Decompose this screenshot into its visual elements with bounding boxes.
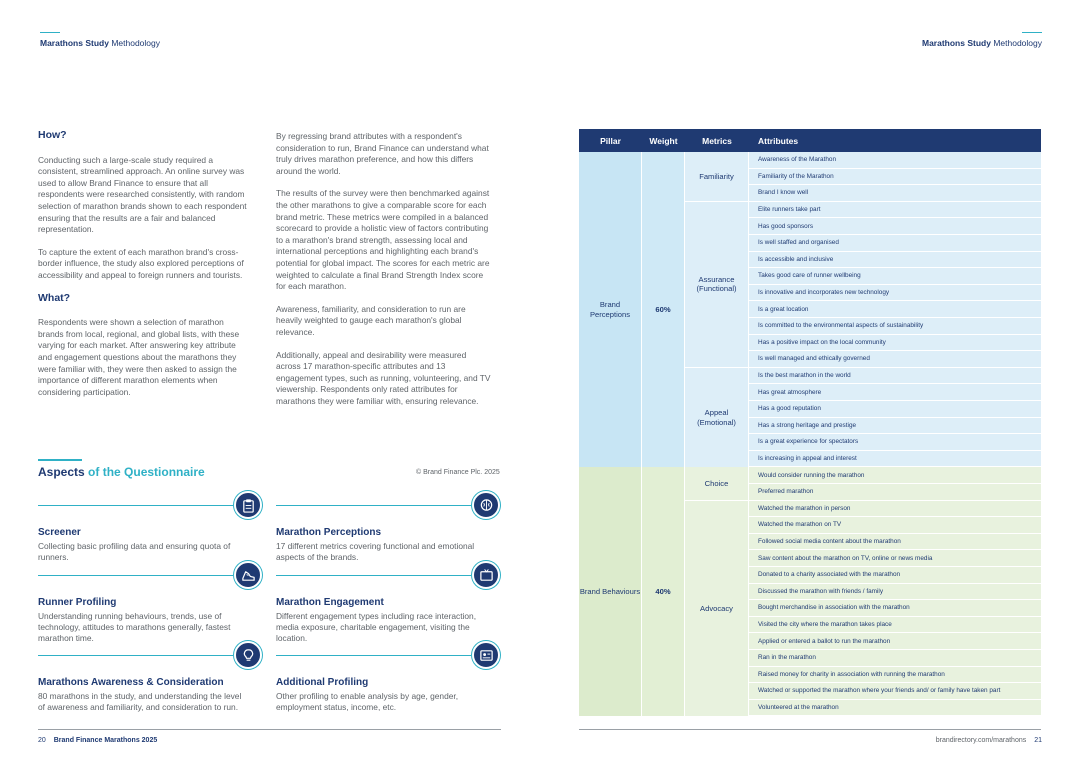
- clipboard-icon: [234, 491, 262, 519]
- attributes-column: [749, 467, 1041, 716]
- column-header-weight: Weight: [649, 135, 678, 146]
- attribute-row: Watched the marathon in person: [749, 501, 1041, 518]
- aspect-desc: Collecting basic profiling data and ensuring quota of runners.: [38, 541, 231, 562]
- metric-cell: Choice: [685, 467, 748, 500]
- attribute-row: Takes good care of runner wellbeing: [749, 268, 1041, 285]
- column-header-metrics: Metrics: [702, 135, 732, 146]
- attribute-row: Raised money for charity in association with running the marathon: [749, 667, 1041, 684]
- footer-rule: [579, 729, 1041, 730]
- attribute-row: Has great atmosphere: [749, 384, 1041, 401]
- attributes-column: [749, 152, 1041, 467]
- header-accent-rule: [40, 32, 60, 33]
- aspect-title: Runner Profiling: [38, 597, 117, 608]
- header-title-rest: Methodology: [111, 38, 160, 48]
- header-title-bold: Marathons Study: [40, 38, 109, 48]
- attribute-row: Awareness of the Marathon: [749, 152, 1041, 169]
- pillar-cell: Brand Behaviours: [579, 467, 642, 716]
- section-heading-how: How?: [38, 129, 67, 141]
- paragraph: Conducting such a large-scale study required a consistent, streamlined approach. An online survey was used to allow Brand Finance to ensure that all respondents were researched consistently, with random selection of marathon brands shown to each respondent ensuring that the results are a fair and balanced representation.: [38, 154, 247, 235]
- table-header-row: [579, 129, 1041, 152]
- metric-cell: Advocacy: [700, 603, 733, 613]
- aspect-desc: Different engagement types including race interaction, media exposure, charitable engagement, visiting the location.: [276, 611, 477, 643]
- id-card-icon: [472, 641, 500, 669]
- footer-url[interactable]: brandirectory.com/marathons: [935, 737, 1027, 744]
- aspect-title: Additional Profiling: [276, 677, 369, 688]
- attribute-row: Has a positive impact on the local community: [749, 335, 1041, 352]
- footer-left: [38, 737, 157, 744]
- text-column-2: [276, 131, 491, 418]
- aspect-title: Marathons Awareness & Consideration: [38, 677, 224, 688]
- aspect-title: Marathon Perceptions: [276, 527, 382, 538]
- column-header-pillar: Pillar: [600, 135, 621, 146]
- paragraph: Additionally, appeal and desirability were measured across 17 marathon-specific attributes and 13 engagement types, such as running, volunteering, and TV viewership. Respondents only rated attributes for marathons they were familiar with, ensuring relevance.: [276, 349, 491, 406]
- pillar-band: [579, 152, 1041, 467]
- attribute-row: Has good sponsors: [749, 218, 1041, 235]
- attribute-row: Is well staffed and organised: [749, 235, 1041, 252]
- metrics-column: [685, 467, 749, 716]
- attribute-row: Preferred marathon: [749, 484, 1041, 501]
- footer-title: Brand Finance Marathons 2025: [53, 737, 158, 744]
- tv-icon: [472, 561, 500, 589]
- metric-cell: Appeal (Emotional): [697, 408, 736, 427]
- paragraph: To capture the extent of each marathon brand's cross-border influence, the study also explored perceptions of accessibility and appeal to foreign runners and tourists.: [38, 246, 244, 280]
- aspect-title: Screener: [38, 527, 81, 538]
- attribute-row: Is a great location: [749, 301, 1041, 318]
- attribute-row: Followed social media content about the marathon: [749, 534, 1041, 551]
- aspect-title: Marathon Engagement: [276, 597, 384, 608]
- attribute-row: Bought merchandise in association with the marathon: [749, 600, 1041, 617]
- attribute-row: Familiarity of the Marathon: [749, 169, 1041, 186]
- page-number: 21: [1034, 737, 1042, 744]
- attribute-row: Ran in the marathon: [749, 650, 1041, 667]
- aspect-desc: Other profiling to enable analysis by age, gender, employment status, income, etc.: [276, 691, 459, 712]
- table-body: [579, 152, 1041, 716]
- attribute-row: Has a good reputation: [749, 401, 1041, 418]
- page-header-left: [40, 38, 160, 48]
- metric-cell: Familiarity: [685, 152, 748, 202]
- attribute-row: Is increasing in appeal and interest: [749, 451, 1041, 468]
- header-title-bold: Marathons Study: [922, 38, 991, 48]
- attribute-row: Has a strong heritage and prestige: [749, 418, 1041, 435]
- attribute-row: Would consider running the marathon: [749, 467, 1041, 484]
- paragraph: Awareness, familiarity, and consideration to run are heavily weighted to gauge each marathon's global relevance.: [276, 303, 466, 337]
- page-header-right: [922, 38, 1042, 48]
- attribute-row: Donated to a charity associated with the marathon: [749, 567, 1041, 584]
- attribute-row: Is a great experience for spectators: [749, 434, 1041, 451]
- attribute-row: Volunteered at the marathon: [749, 700, 1041, 717]
- attribute-row: Is innovative and incorporates new technology: [749, 285, 1041, 302]
- text-column-1: [38, 130, 248, 409]
- aspects-heading: Aspects of the Questionnaire: [38, 465, 205, 479]
- section-heading-what: What?: [38, 291, 71, 304]
- attribute-row: Is accessible and inclusive: [749, 252, 1041, 269]
- brain-icon: [472, 491, 500, 519]
- column-header-attributes: Attributes: [758, 135, 799, 146]
- aspect-desc: 17 different metrics covering functional and emotional aspects of the brands.: [276, 541, 475, 562]
- attribute-row: Brand I know well: [749, 185, 1041, 202]
- attribute-row: Saw content about the marathon on TV, online or news media: [749, 550, 1041, 567]
- attribute-row: Elite runners take part: [749, 202, 1041, 219]
- pillar-cell: Brand Perceptions: [579, 152, 642, 467]
- attribute-row: Is well managed and ethically governed: [749, 351, 1041, 368]
- attribute-row: Watched or supported the marathon where your friends and/ or family have taken part: [749, 683, 1041, 700]
- attribute-row: Applied or entered a ballot to run the marathon: [749, 633, 1041, 650]
- lightbulb-icon: [234, 641, 262, 669]
- page-number: 20: [38, 737, 46, 744]
- methodology-table: [579, 129, 1041, 716]
- paragraph: By regressing brand attributes with a respondent's consideration to run, Brand Finance can understand what truly drives marathon preference, and how this differs around the world.: [276, 131, 489, 176]
- header-accent-rule: [1022, 32, 1042, 33]
- attribute-row: Is committed to the environmental aspects of sustainability: [749, 318, 1041, 335]
- running-shoe-icon: [234, 561, 262, 589]
- weight-cell: 40%: [642, 467, 685, 716]
- attribute-row: Discussed the marathon with friends / family: [749, 584, 1041, 601]
- attribute-row: Watched the marathon on TV: [749, 517, 1041, 534]
- weight-cell: 60%: [642, 152, 685, 467]
- footer-rule: [38, 729, 501, 730]
- pillar-band: [579, 467, 1041, 716]
- header-title-rest: Methodology: [993, 38, 1042, 48]
- paragraph: The results of the survey were then benchmarked against the other marathons to give a comparable score for each brand metric. These metrics were compiled in a balanced scorecard to provide a holistic view of factors contributing to a marathon's brand strength, assessing local and international perceptions and highlighting each brand's potential for global impact. The scores for each metric are weighted to calculate a final Brand Strength Index score for each marathon.: [276, 188, 490, 292]
- attribute-row: Is the best marathon in the world: [749, 368, 1041, 385]
- metric-cell: Assurance (Functional): [685, 202, 748, 368]
- metrics-column: [685, 152, 749, 467]
- footer-right: [936, 737, 1042, 744]
- aspect-desc: 80 marathons in the study, and understanding the level of awareness and familiarity, and consideration to run.: [38, 691, 242, 712]
- aspects-accent-rule: [38, 459, 82, 461]
- copyright-note: © Brand Finance Plc. 2025: [416, 469, 500, 476]
- aspect-desc: Understanding running behaviours, trends, use of technology, attitudes to marathons generally, fastest marathon time.: [38, 611, 231, 643]
- paragraph: Respondents were shown a selection of marathon brands from local, regional, and global lists, with these varying for each market. After answering key attribute and engagement questions about the marathons they were familiar with, they were then asked to assign the importance of different marathon elements when considering participation.: [38, 317, 240, 397]
- attribute-row: Visited the city where the marathon takes place: [749, 617, 1041, 634]
